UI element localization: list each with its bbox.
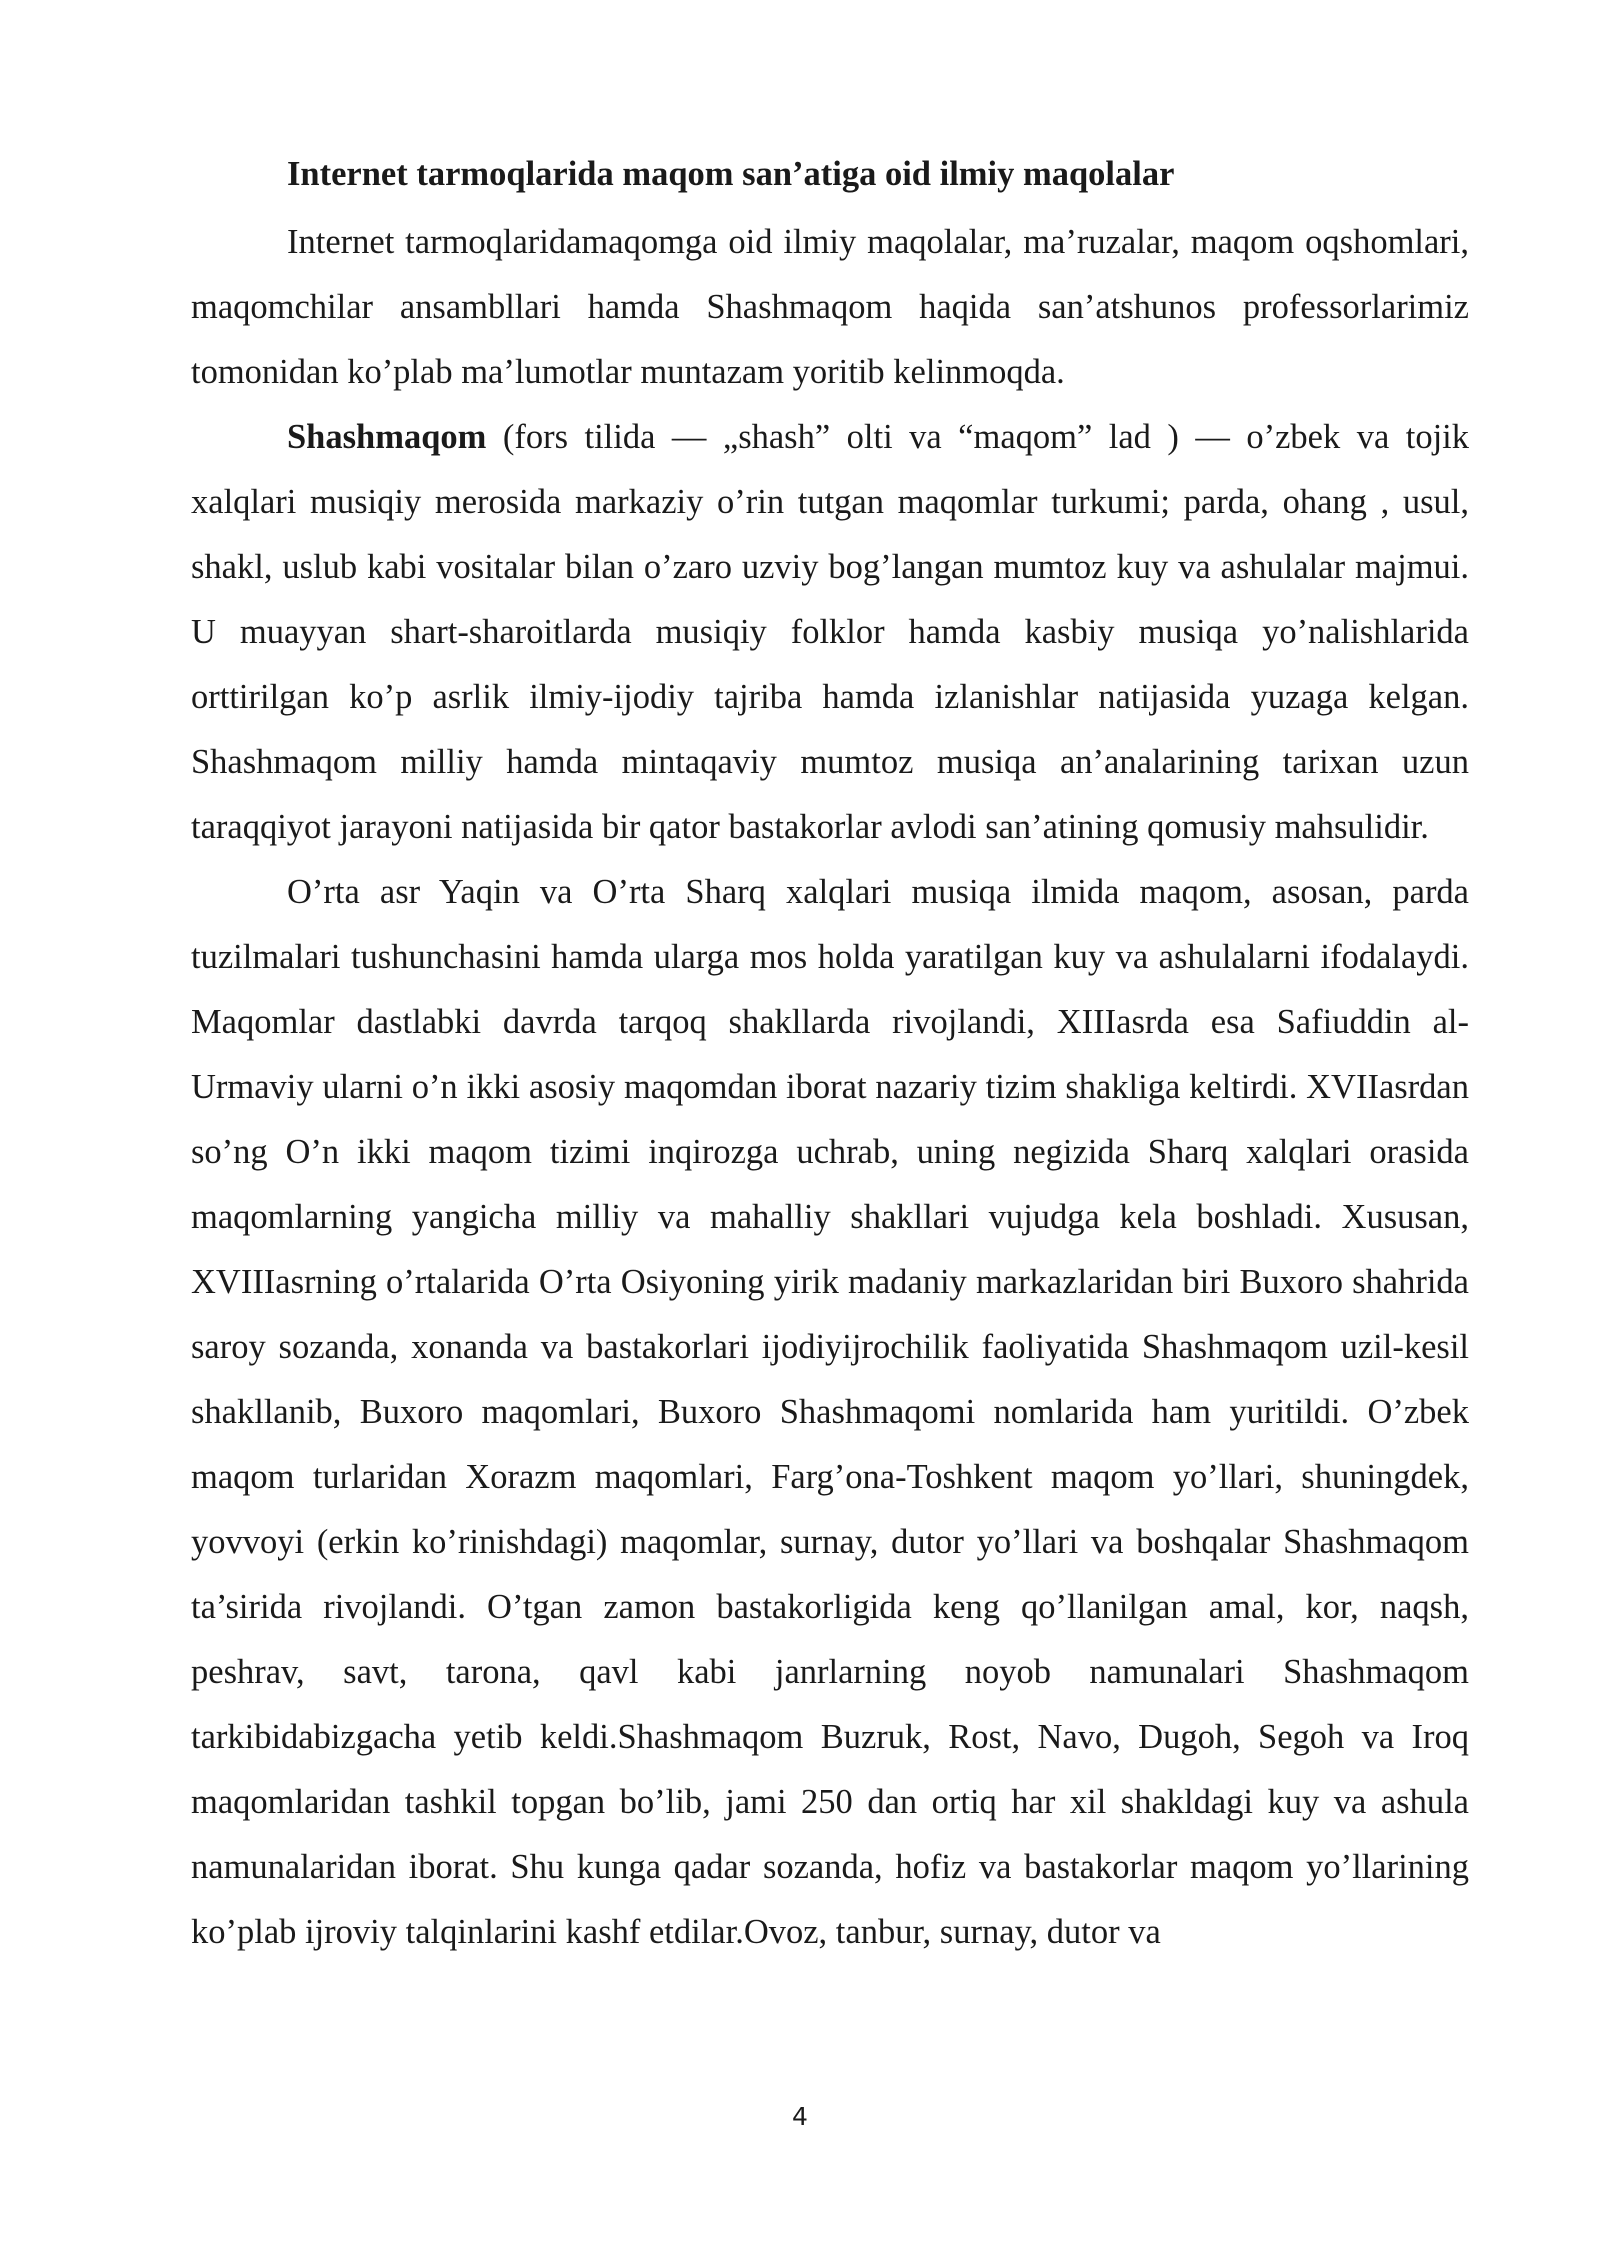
document-body: [191, 148, 1469, 1965]
section-heading: Internet tarmoqlarida maqom san’atiga oid ilmiy maqolalar: [287, 155, 1175, 193]
term-shashmaqom: Shashmaqom: [287, 418, 487, 456]
paragraph-shashmaqom-text: (fors tilida — „shash” olti va “maqom” lad ) — o’zbek va tojik xalqlari musiqiy merosida markaziy o’rin tutgan maqomlar turkumi; parda, ohang , usul, shakl, uslub kabi vositalar bilan o’zaro uzviy bog’langan mumtoz kuy va ashulalar majmui. U muayyan shart-sharoitlarda musiqiy folklor hamda kasbiy musiqa yo’nalishlarida orttirilgan ko’p asrlik ilmiy-ijodiy tajriba hamda izlanishlar natijasida yuzaga kelgan. Shashmaqom milliy hamda mintaqaviy mumtoz musiqa an’analarining tarixan uzun taraqqiyot jarayoni natijasida bir qator bastakorlar avlodi san’atining qomusiy mahsulidir.: [191, 418, 1469, 846]
paragraph-shashmaqom-definition: [191, 405, 1469, 860]
paragraph-history: O’rta asr Yaqin va O’rta Sharq xalqlari musiqa ilmida maqom, asosan, parda tuzilmalari tushunchasini hamda ularga mos holda yaratilgan kuy va ashulalarni ifodalaydi. Maqomlar dastlabki davrda tarqoq shakllarda rivojlandi, XIIIasrda esa Safiuddin al-Urmaviy ularni o’n ikki asosiy maqomdan iborat nazariy tizim shakliga keltirdi. XVIIasrdan so’ng O’n ikki maqom tizimi inqirozga uchrab, uning negizida Sharq xalqlari orasida maqomlarning yangicha milliy va mahalliy shakllari vujudga kela boshladi. Xususan, XVIIIasrning o’rtalarida O’rta Osiyoning yirik madaniy markazlaridan biri Buxoro shahrida saroy sozanda, xonanda va bastakorlari ijodiyijrochilik faoliyatida Shashmaqom uzil-kesil shakllanib, Buxoro maqomlari, Buxoro Shashmaqomi nomlarida ham yuritildi. O’zbek maqom turlaridan Xorazm maqomlari, Farg’ona-Toshkent maqom yo’llari, shuningdek, yovvoyi (erkin ko’rinishdagi) maqomlar, surnay, dutor yo’llari va boshqalar Shashmaqom ta’sirida rivojlandi. O’tgan zamon bastakorligida keng qo’llanilgan amal, kor, naqsh, peshrav, savt, tarona, qavl kabi janrlarning noyob namunalari Shashmaqom tarkibidabizgacha yetib keldi.Shashmaqom Buzruk, Rost, Navo, Dugoh, Segoh va Iroq maqomlaridan tashkil topgan bo’lib, jami 250 dan ortiq har xil shakldagi kuy va ashula namunalaridan iborat. Shu kunga qadar sozanda, hofiz va bastakorlar maqom yo’llarining ko’plab ijroviy talqinlarini kashf etdilar.Ovoz, tanbur, surnay, dutor va: [191, 873, 1469, 1951]
page-number: 4: [792, 2102, 808, 2131]
paragraph-intro: Internet tarmoqlaridamaqomga oid ilmiy maqolalar, ma’ruzalar, maqom oqshomlari, maqomchilar ansambllari hamda Shashmaqom haqida san’atshunos professorlarimiz tomonidan ko’plab ma’lumotlar muntazam yoritib kelinmoqda.: [191, 223, 1469, 391]
